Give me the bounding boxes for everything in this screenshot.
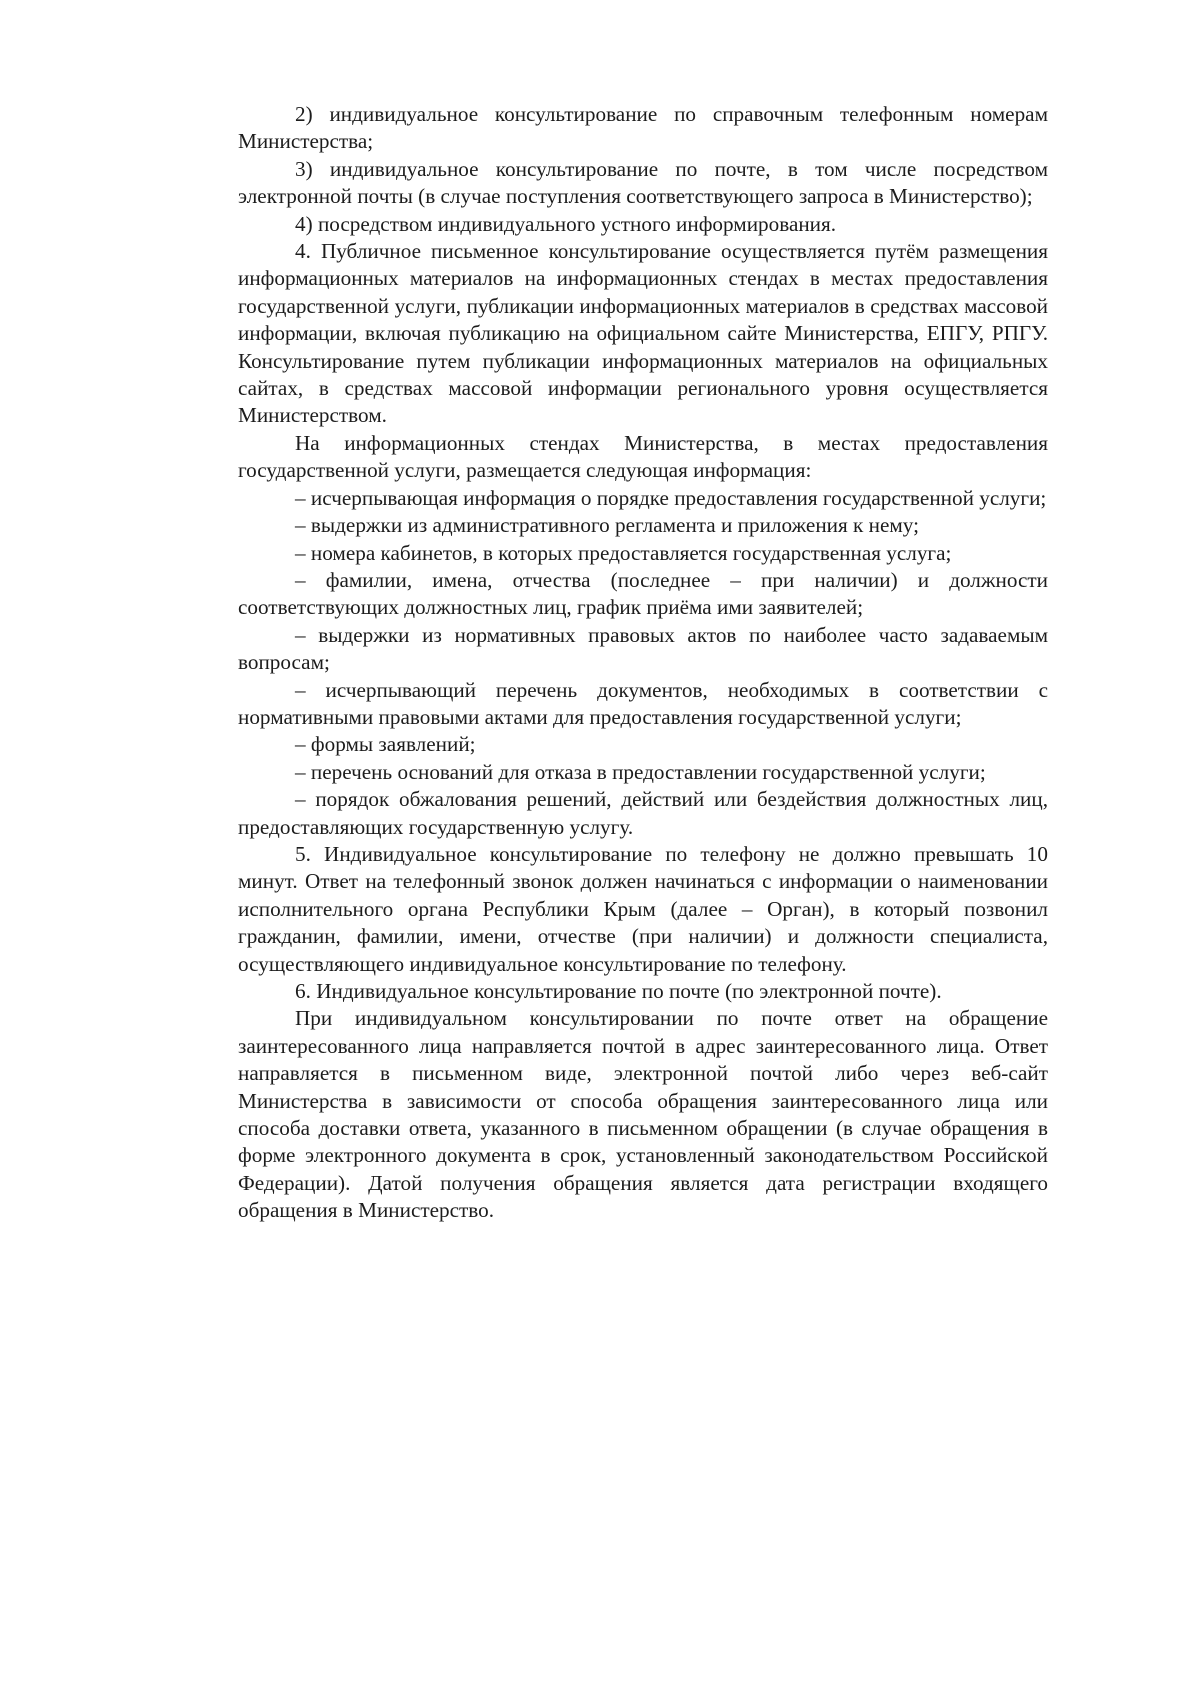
list-item-forms: – формы заявлений;	[295, 732, 476, 757]
list-item-exhaustive-info: – исчерпывающая информация о порядке предоставления государственной услуги;	[295, 485, 1047, 510]
list-item-officials: – фамилии, имена, отчества (последнее – при наличии) и должности соответствующих должностных лиц, график приёма ими заявителей;	[238, 567, 1048, 620]
list-item-legal-extracts: – выдержки из нормативных правовых актов по наиболее часто задаваемым вопросам;	[238, 622, 1048, 675]
paragraph-section-6: 6. Индивидуальное консультирование по почте (по электронной почте).	[295, 979, 942, 1003]
list-item-refusal-grounds: – перечень оснований для отказа в предоставлении государственной услуги;	[295, 759, 986, 784]
list-item-documents-list: – исчерпывающий перечень документов, необходимых в соответствии с нормативными правовыми актами для предоставления государственной услуги;	[238, 677, 1048, 729]
list-item-appeal-procedure: – порядок обжалования решений, действий или бездействия должностных лиц, предоставляющих государственную услугу.	[238, 787, 1048, 839]
list-item-office-numbers: – номера кабинетов, в которых предоставляется государственная услуга;	[295, 540, 952, 565]
paragraph-section-4: 4. Публичное письменное консультирование осуществляется путём размещения информационных материалов на информационных стендах в местах предоставления государственной услуги, публикации информационных материалов в средствах массовой информации, включая публикацию на официальном сайте Министерства, ЕПГУ, РПГУ. Консультирование путем публикации информационных материалов на официальных сайтах, в средствах массовой информации регионального уровня осуществляется Министерством.	[238, 239, 1048, 428]
paragraph-mail-reply: При индивидуальном консультировании по почте ответ на обращение заинтересованного лица направляется почтой в адрес заинтересованного лица. Ответ направляется в письменном виде, электронной почтой либо через веб-сайт Министерства в зависимости от способа обращения заинтересованного лица или способа доставки ответа, указанного в письменном обращении (в случае обращения в форме электронного документа в срок, установленный законодательством Российской Федерации). Датой получения обращения является дата регистрации входящего обращения в Министерство.	[238, 1006, 1048, 1223]
paragraph-item-4-oral: 4) посредством индивидуального устного информирования.	[295, 211, 837, 236]
paragraph-item-2-phone: 2) индивидуальное консультирование по справочным телефонным номерам Министерства;	[238, 102, 1048, 154]
list-item-regulation-extracts: – выдержки из административного регламента и приложения к нему;	[295, 513, 919, 538]
paragraph-item-3-mail: 3) индивидуальное консультирование по почте, в том числе посредством электронной почты (в случае поступления соответствующего запроса в Министерство);	[238, 156, 1048, 209]
document-body	[238, 101, 1048, 1225]
paragraph-stands-intro: На информационных стендах Министерства, в местах предоставления государственной услуги, размещается следующая информация:	[238, 430, 1048, 483]
paragraph-section-5: 5. Индивидуальное консультирование по телефону не должно превышать 10 минут. Ответ на телефонный звонок должен начинаться с информации о наименовании исполнительного органа Республики Крым (далее – Орган), в который позвонил гражданин, фамилии, имени, отчестве (при наличии) и должности специалиста, осуществляющего индивидуальное консультирование по телефону.	[238, 841, 1048, 976]
